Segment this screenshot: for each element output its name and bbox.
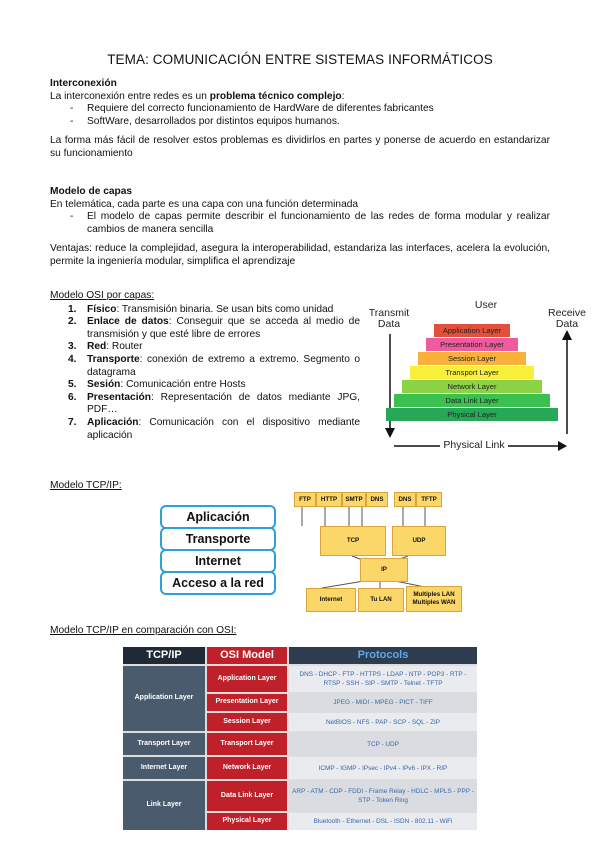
heading-osi: Modelo OSI por capas: — [50, 290, 155, 301]
protocols-row: JPEG - MIDI - MPEG - PICT - TIFF — [289, 694, 477, 711]
tcpip-internet: Internet Layer — [123, 757, 205, 779]
protocol-http: HTTP — [316, 492, 342, 507]
tcpip-application: Application Layer — [123, 666, 205, 731]
page-title: TEMA: COMUNICACIÓN ENTRE SISTEMAS INFORMÁTICOS — [107, 52, 493, 67]
layer-data-link: Data Link Layer — [394, 394, 550, 407]
list-item: 3. Red: Router — [68, 341, 143, 353]
protocol-dns-udp: DNS — [394, 492, 416, 507]
list-item: 4. Transporte: conexión de extremo a extremo. Segmento o datagrama — [68, 353, 360, 378]
osi-row: Presentation Layer — [207, 694, 287, 711]
tcpip-layer-internet: Internet — [160, 549, 276, 573]
osi-row: Application Layer — [207, 666, 287, 692]
intro-capas: En telemática, cada parte es una capa con una función determinada — [50, 198, 359, 210]
heading-comparison: Modelo TCP/IP en comparación con OSI: — [50, 625, 237, 636]
label-transmit: Transmit Data — [368, 307, 410, 330]
osi-row: Transport Layer — [207, 733, 287, 755]
protocol-tftp: TFTP — [416, 492, 442, 507]
protocol-smtp: SMTP — [342, 492, 366, 507]
list-item: - Requiere del correcto funcionamiento de HardWare de diferentes fabricantes — [50, 103, 550, 116]
layer-transport: Transport Layer — [410, 366, 534, 379]
list-item: - El modelo de capas permite describir el funcionamiento de las redes de forma modular y realizar cambios de manera sencilla — [50, 211, 550, 236]
list-item: - SoftWare, desarrollados por distintos equipos humanos. — [50, 116, 550, 129]
paragraph-ventajas: Ventajas: reduce la complejidad, asegura la interoperabilidad, estandariza las interfaces, acelera la evolución, permite la ingeniería modular, simplifica el aprendizaje — [50, 243, 550, 267]
header-osi: OSI Model — [207, 647, 287, 664]
section-osi — [50, 290, 360, 442]
protocol-tcp: TCP — [320, 526, 386, 556]
header-tcpip: TCP/IP — [123, 647, 205, 664]
tcpip-link: Link Layer — [123, 781, 205, 830]
osi-row: Session Layer — [207, 713, 287, 731]
label-receive: Receive Data — [548, 307, 586, 330]
osi-row: Network Layer — [207, 757, 287, 779]
heading-tcpip: Modelo TCP/IP: — [50, 480, 122, 491]
emphasis-problema: problema técnico complejo — [209, 90, 342, 102]
label-physical-link: Physical Link — [443, 439, 505, 451]
osi-diagram — [368, 298, 590, 458]
protocols-row: Bluetooth - Ethernet - DSL - ISDN - 802.11 - WiFi — [289, 813, 477, 830]
protocol-ip: IP — [360, 558, 408, 582]
protocol-ftp: FTP — [294, 492, 316, 507]
protocol-udp: UDP — [392, 526, 446, 556]
list-item: 5. Sesión: Comunicación entre Hosts — [68, 379, 246, 391]
intro-interconexion: La interconexión entre redes es un problema técnico complejo: — [50, 90, 345, 102]
protocols-row: NetBIOS - NFS - PAP - SCP - SQL - ZIP — [289, 713, 477, 731]
protocols-row: ICMP - IGMP - IPsec - IPv4 - IPv6 - IPX - RIP — [289, 757, 477, 779]
network-tu-lan: Tu LAN — [358, 588, 404, 612]
list-item: 7. Aplicación: Comunicación con el dispositivo mediante aplicación — [68, 416, 360, 441]
heading-interconexion: Interconexión — [50, 78, 117, 89]
tcpip-layer-aplicacion: Aplicación — [160, 505, 276, 529]
network-internet: Internet — [306, 588, 356, 612]
protocol-dns: DNS — [366, 492, 388, 507]
layer-application: Application Layer — [434, 324, 510, 337]
layer-network: Network Layer — [402, 380, 542, 393]
paragraph-interconexion: La forma más fácil de resolver estos problemas es dividirlos en partes y ponerse de acuerdo en estandarizar su funcionamiento — [50, 135, 550, 159]
layer-physical: Physical Layer — [386, 408, 558, 421]
tcpip-layer-acceso: Acceso a la red — [160, 571, 276, 595]
network-multiples: Multiples LAN Multiples WAN — [406, 586, 462, 612]
layer-session: Session Layer — [418, 352, 526, 365]
list-item: 1. Físico: Transmisión binaria. Se usan bits como unidad — [68, 303, 334, 315]
list-interconexion — [50, 103, 550, 128]
tcpip-transport: Transport Layer — [123, 733, 205, 755]
section-capas — [50, 186, 550, 269]
section-interconexion — [50, 78, 550, 161]
label-user: User — [474, 299, 498, 311]
list-capas — [50, 211, 550, 236]
osi-row: Physical Layer — [207, 813, 287, 830]
layer-presentation: Presentation Layer — [426, 338, 518, 351]
protocols-row: ARP - ATM - CDP - FDDI - Frame Relay - HDLC - MPLS - PPP - STP - Token Ring — [289, 781, 477, 811]
osi-row: Data Link Layer — [207, 781, 287, 811]
comparison-table — [123, 647, 477, 830]
tcpip-layer-transporte: Transporte — [160, 527, 276, 551]
protocols-row: DNS - DHCP - FTP - HTTPS - LDAP - NTP - POP3 - RTP - RTSP - SSH - SIP - SMTP - Telnet - TFTP — [289, 666, 477, 692]
osi-list — [68, 304, 360, 443]
heading-capas: Modelo de capas — [50, 186, 133, 197]
list-item: 6. Presentación: Representación de datos mediante JPG, PDF… — [68, 391, 360, 416]
list-item: 2. Enlace de datos: Conseguir que se acceda al medio de transmisión y que esté libre de errores — [68, 316, 360, 340]
protocols-row: TCP - UDP — [289, 733, 477, 755]
header-protocols: Protocols — [289, 647, 477, 664]
